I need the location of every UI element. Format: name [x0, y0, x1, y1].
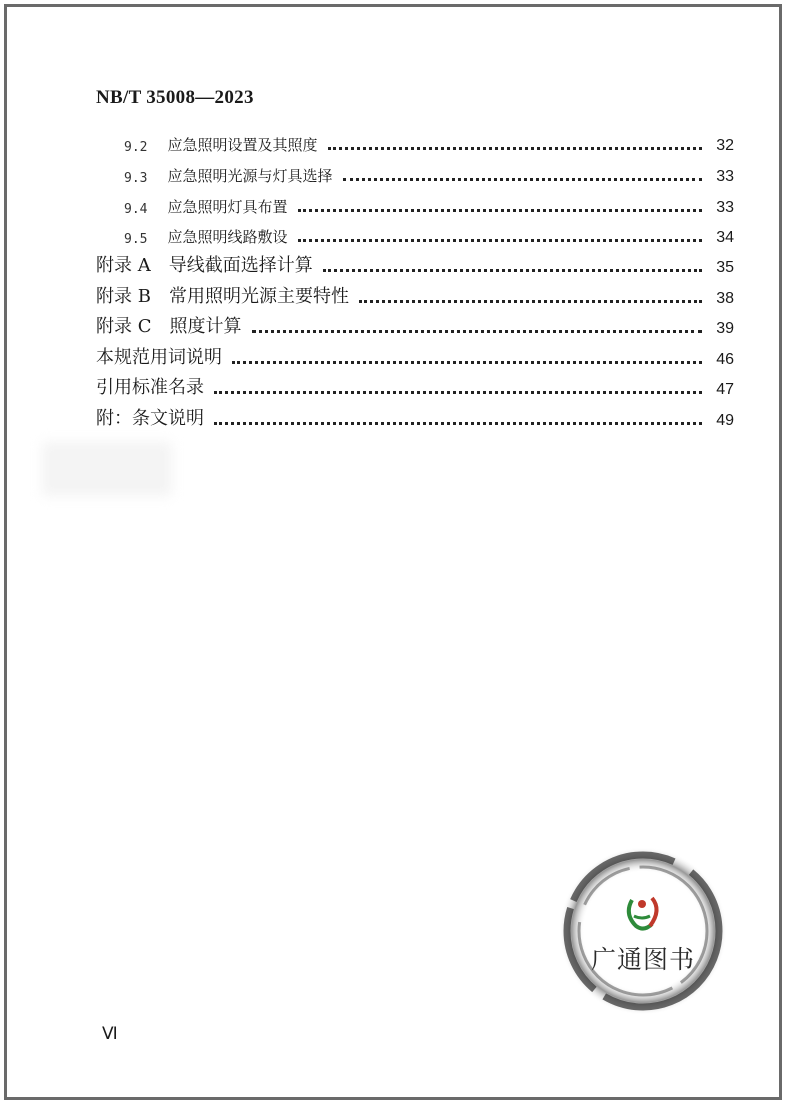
toc-entry-title: 应急照明灯具布置 [167, 198, 288, 216]
toc-entry-title: 应急照明线路敷设 [167, 228, 288, 246]
toc-entry-number: 9.4 [124, 202, 148, 217]
toc-entry[interactable] [96, 314, 734, 338]
toc-entry-title: 附：条文说明 [96, 408, 204, 429]
stamp-text: 广通图书 [590, 945, 695, 974]
publisher-stamp [552, 842, 734, 1020]
toc-entry-page: 32 [716, 137, 734, 154]
page-number: Ⅵ [102, 1024, 118, 1043]
toc-entry[interactable] [96, 284, 734, 308]
toc-entry-number: 9.5 [124, 232, 148, 247]
toc-entry[interactable] [96, 406, 734, 430]
toc-entry-page: 38 [716, 290, 734, 307]
toc-entry-page: 47 [716, 381, 734, 398]
toc-entry-title: 附录 C 照度计算 [96, 316, 242, 337]
toc-entry-title: 本规范用词说明 [96, 347, 222, 368]
dot-leader [359, 300, 702, 303]
toc-entry-page: 34 [716, 229, 734, 246]
toc-entry-title: 引用标准名录 [96, 377, 204, 398]
dot-leader [323, 269, 702, 272]
toc-entry[interactable] [96, 253, 734, 277]
toc-entry-page: 33 [716, 168, 734, 185]
toc-entry[interactable] [124, 223, 734, 247]
toc-entry-page: 49 [716, 412, 734, 429]
dot-leader [232, 361, 702, 364]
dot-leader [252, 330, 703, 333]
toc-entry-page: 39 [716, 320, 734, 337]
dot-leader [298, 209, 703, 212]
toc-entry[interactable] [96, 345, 734, 369]
toc-entry-number: 9.2 [124, 140, 148, 155]
toc-entry[interactable] [124, 162, 734, 186]
toc-entry-title: 附录 A 导线截面选择计算 [96, 255, 313, 276]
toc-entry[interactable] [96, 375, 734, 399]
toc-entry-page: 35 [716, 259, 734, 276]
dot-leader [328, 147, 703, 150]
toc-entry-number: 9.3 [124, 171, 148, 186]
toc-entry-page: 33 [716, 199, 734, 216]
toc-entry[interactable] [124, 131, 734, 155]
standard-code: NB/T 35008—2023 [96, 87, 254, 108]
toc-entry-title: 应急照明设置及其照度 [167, 136, 318, 154]
dot-leader [298, 239, 703, 242]
dot-leader [343, 178, 703, 181]
toc-entry-title: 附录 B 常用照明光源主要特性 [96, 286, 349, 307]
toc-entry-title: 应急照明光源与灯具选择 [167, 167, 333, 185]
toc-entry-page: 46 [716, 351, 734, 368]
dot-leader [214, 422, 702, 425]
dot-leader [214, 391, 702, 394]
toc-entry[interactable] [124, 193, 734, 217]
stamp-ring-graphic [552, 842, 734, 1020]
scan-smudge [42, 442, 172, 496]
